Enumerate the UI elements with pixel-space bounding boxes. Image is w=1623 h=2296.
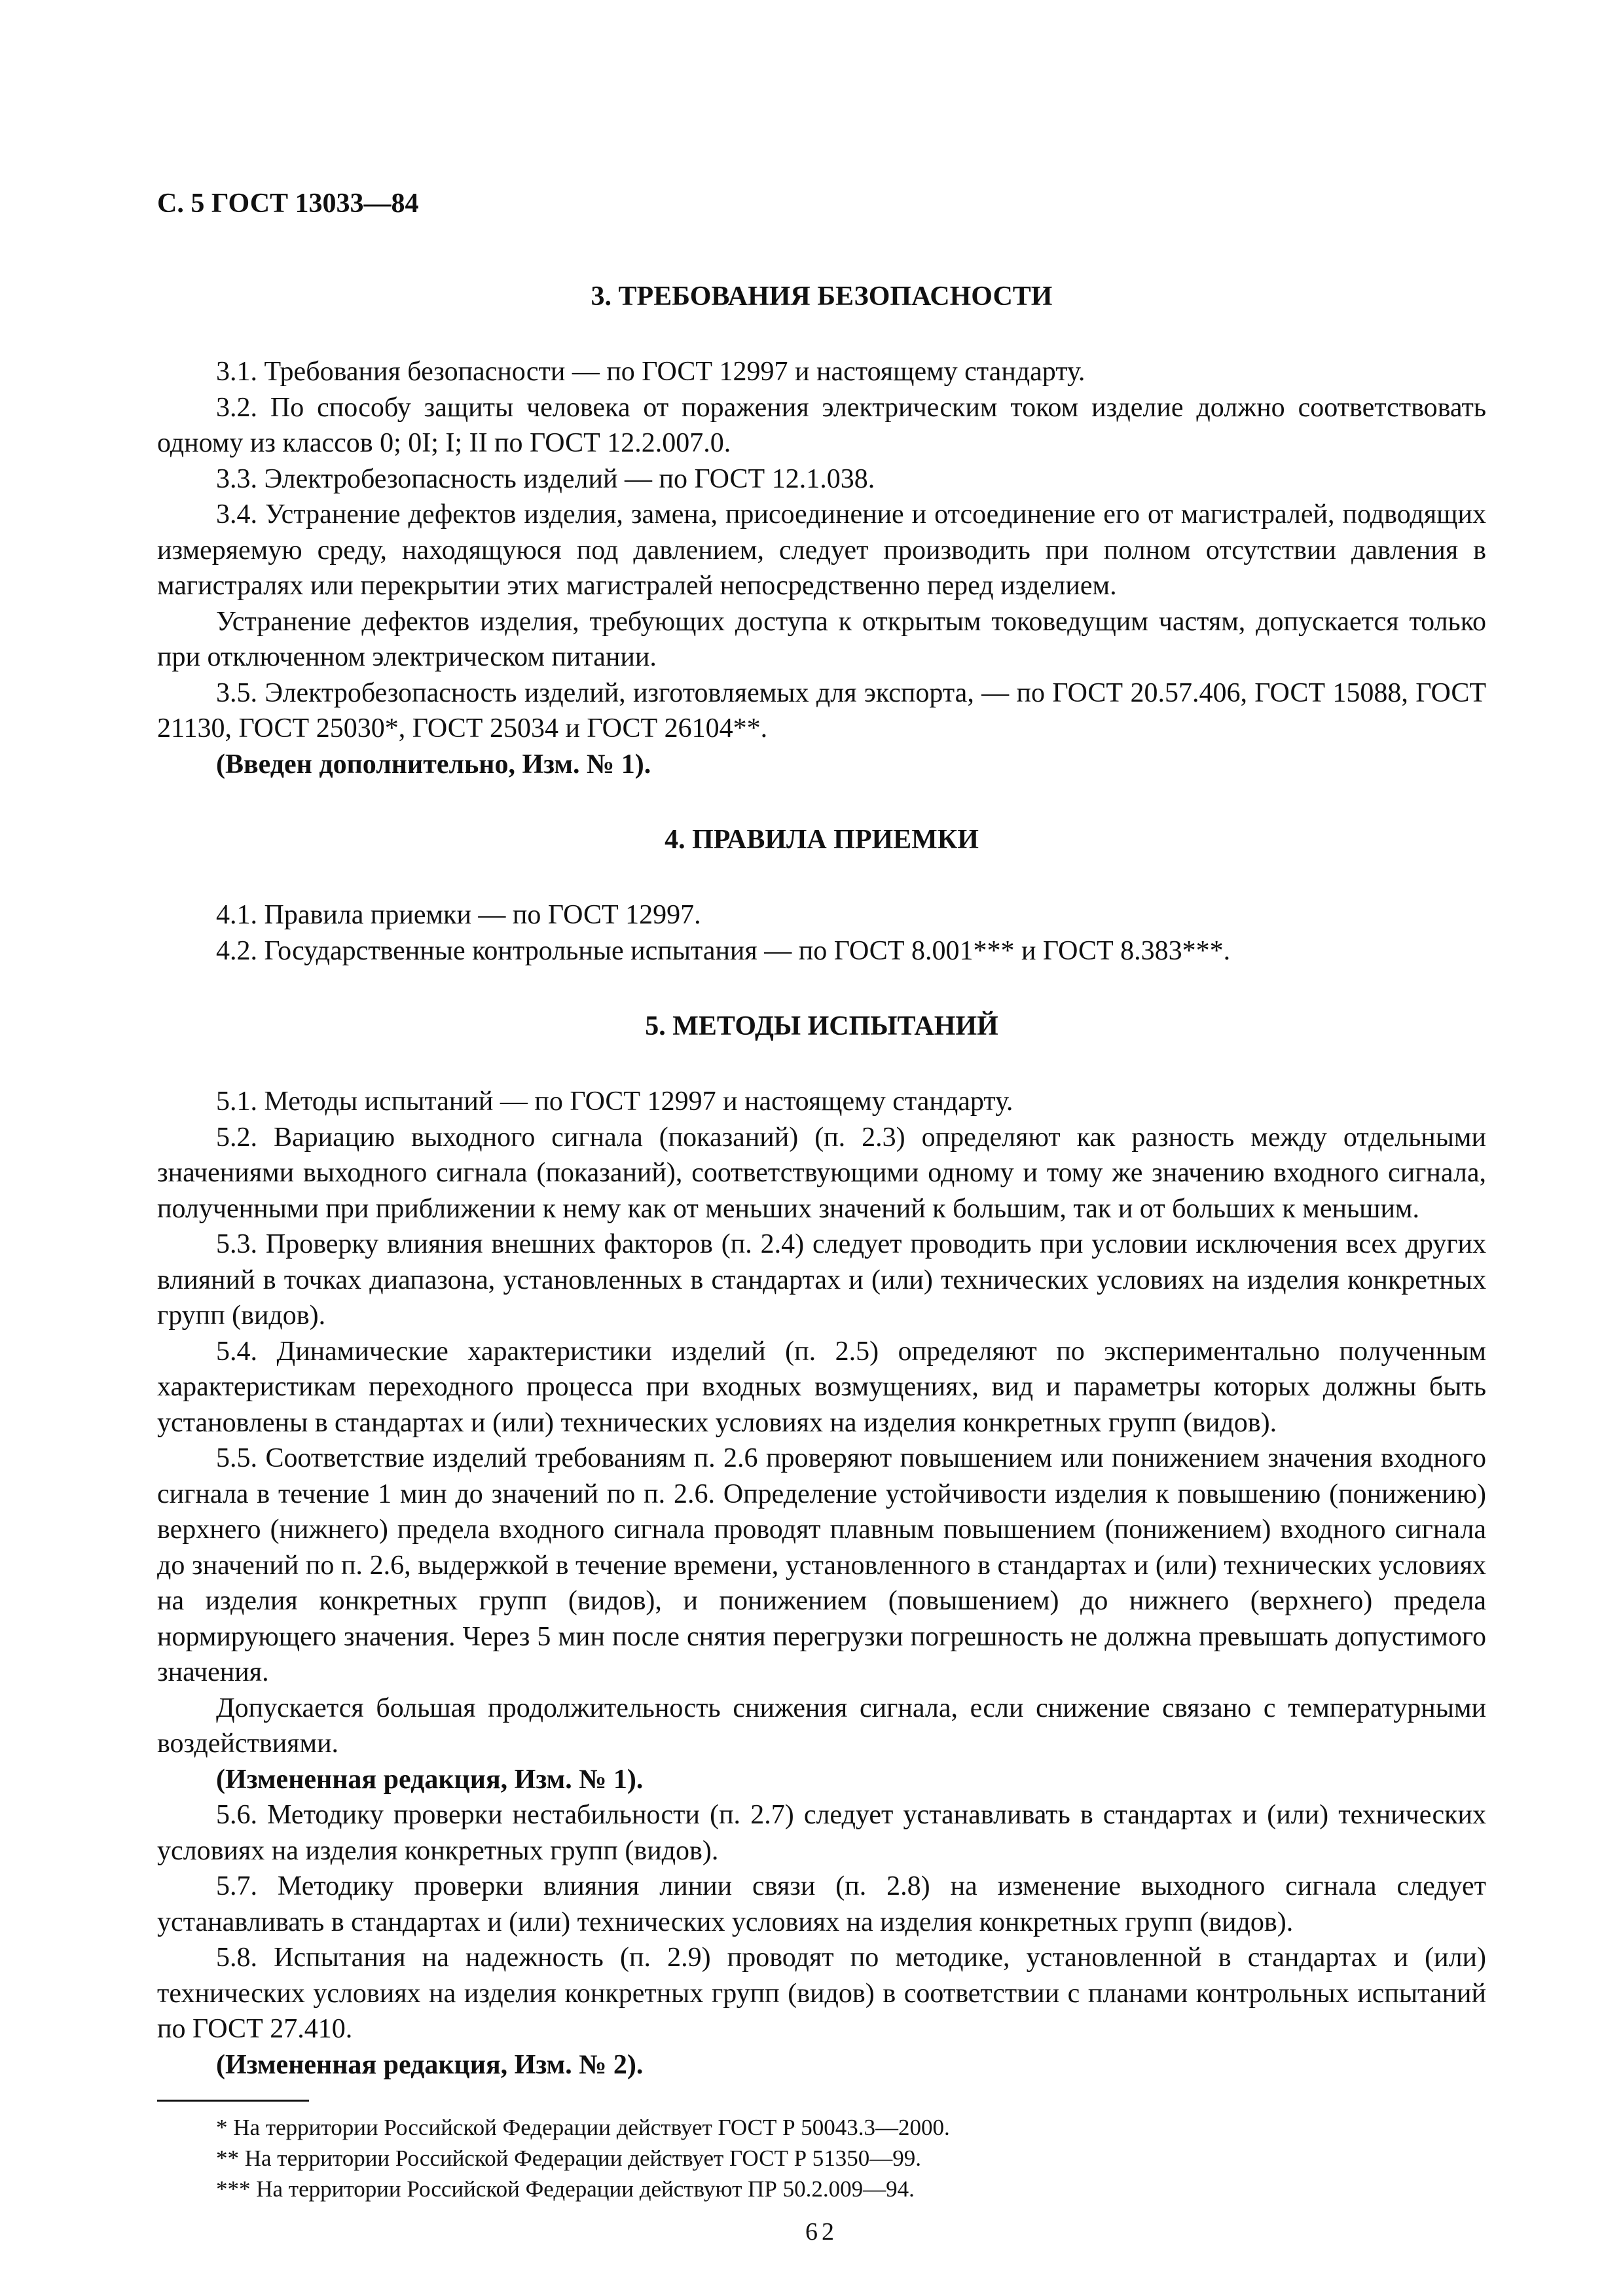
footnote-divider [157, 2100, 309, 2102]
paragraph: 5.2. Вариацию выходного сигнала (показаний) (п. 2.3) определяют как разность между отдельными значениями выходного сигнала (показаний), соответствующими одному и тому же значению входного сигнала, полученными при приближении к нему как от меньших значений к большим, так и от больших к меньшим. [157, 1122, 1486, 1224]
page-header: С. 5 ГОСТ 13033—84 [157, 188, 419, 219]
section-acceptance-rules [157, 823, 1486, 969]
paragraph: Устранение дефектов изделия, требующих доступа к открытым токоведущим частям, допускается только при отключенном электрическом питании. [157, 606, 1486, 672]
amendment-note: (Введен дополнительно, Изм. № 1). [216, 749, 651, 780]
footnotes [157, 2112, 1486, 2204]
paragraph: 5.6. Методику проверки нестабильности (п. 2.7) следует устанавливать в стандартах и (или) технических условиях на изделия конкретных групп (видов). [157, 1800, 1486, 1866]
footnote: * На территории Российской Федерации действует ГОСТ Р 50043.3—2000. [216, 2115, 950, 2140]
paragraph: 5.4. Динамические характеристики изделий (п. 2.5) определяют по экспериментально полученным характеристикам переходного процесса при входных возмущениях, вид и параметры которых должны быть установлены в стандартах и (или) технических условиях на изделия конкретных групп (видов). [157, 1336, 1486, 1438]
footnote: *** На территории Российской Федерации действуют ПР 50.2.009—94. [216, 2176, 915, 2202]
paragraph: 5.5. Соответствие изделий требованиям п. 2.6 проверяют повышением или понижением значения входного сигнала в течение 1 мин до значений по п. 2.6. Определение устойчивости изделия к повышению (понижению) верхнего (нижнего) предела входного сигнала проводят плавным повышением (понижением) входного сигнала до значений по п. 2.6, выдержкой в течение времени, установленного в стандартах и (или) технических условиях на изделия конкретных групп (видов), и понижением (повышением) до нижнего (верхнего) предела нормирующего значения. Через 5 мин после снятия перегрузки погрешность не должна превышать допустимого значения. [157, 1443, 1486, 1687]
paragraph: 3.4. Устранение дефектов изделия, замена, присоединение и отсоединение его от магистралей, подводящих измеряемую среду, находящуюся под давлением, следует производить при полном отсутствии давления в магистралях или перекрытии этих магистралей непосредственно перед изделием. [157, 499, 1486, 601]
paragraph: 5.3. Проверку влияния внешних факторов (п. 2.4) следует проводить при условии исключения всех других влияний в точках диапазона, установленных в стандартах и (или) технических условиях на изделия конкретных групп (видов). [157, 1229, 1486, 1331]
paragraph: 4.1. Правила приемки — по ГОСТ 12997. [216, 900, 701, 930]
page-number: 62 [805, 2218, 838, 2246]
amendment-note: (Измененная редакция, Изм. № 2). [216, 2049, 644, 2080]
paragraph: 4.2. Государственные контрольные испытания — по ГОСТ 8.001*** и ГОСТ 8.383***. [216, 935, 1231, 966]
paragraph: 5.1. Методы испытаний — по ГОСТ 12997 и настоящему стандарту. [216, 1086, 1013, 1117]
paragraph: 3.1. Требования безопасности — по ГОСТ 12997 и настоящему стандарту. [216, 357, 1085, 387]
paragraph: 3.2. По способу защиты человека от поражения электрическим током изделие должно соответствовать одному из классов 0; 0I; I; II по ГОСТ 12.2.007.0. [157, 392, 1486, 458]
section-title: 4. ПРАВИЛА ПРИЕМКИ [665, 825, 979, 855]
paragraph: Допускается большая продолжительность снижения сигнала, если снижение связано с температурными воздействиями. [157, 1693, 1486, 1759]
section-title: 5. МЕТОДЫ ИСПЫТАНИЙ [645, 1011, 998, 1041]
paragraph: 3.5. Электробезопасность изделий, изготовляемых для экспорта, — по ГОСТ 20.57.406, ГОСТ 15088, ГОСТ 21130, ГОСТ 25030*, ГОСТ 25034 и ГОСТ 26104**. [157, 677, 1486, 744]
section-test-methods [157, 1009, 1486, 2083]
amendment-note: (Измененная редакция, Изм. № 1). [216, 1764, 644, 1795]
section-title: 3. ТРЕБОВАНИЯ БЕЗОПАСНОСТИ [591, 281, 1053, 312]
paragraph: 5.8. Испытания на надежность (п. 2.9) проводят по методике, установленной в стандартах и (или) технических условиях на изделия конкретных групп (видов) в соответствии с планами контрольных испытаний по ГОСТ 27.410. [157, 1943, 1486, 2044]
paragraph: 3.3. Электробезопасность изделий — по ГОСТ 12.1.038. [216, 463, 875, 494]
document-page [157, 187, 1486, 2248]
paragraph: 5.7. Методику проверки влияния линии связи (п. 2.8) на изменение выходного сигнала следует устанавливать в стандартах и (или) технических условиях на изделия конкретных групп (видов). [157, 1871, 1486, 1937]
footnote: ** На территории Российской Федерации действует ГОСТ Р 51350—99. [216, 2145, 922, 2171]
section-safety-requirements [157, 279, 1486, 782]
